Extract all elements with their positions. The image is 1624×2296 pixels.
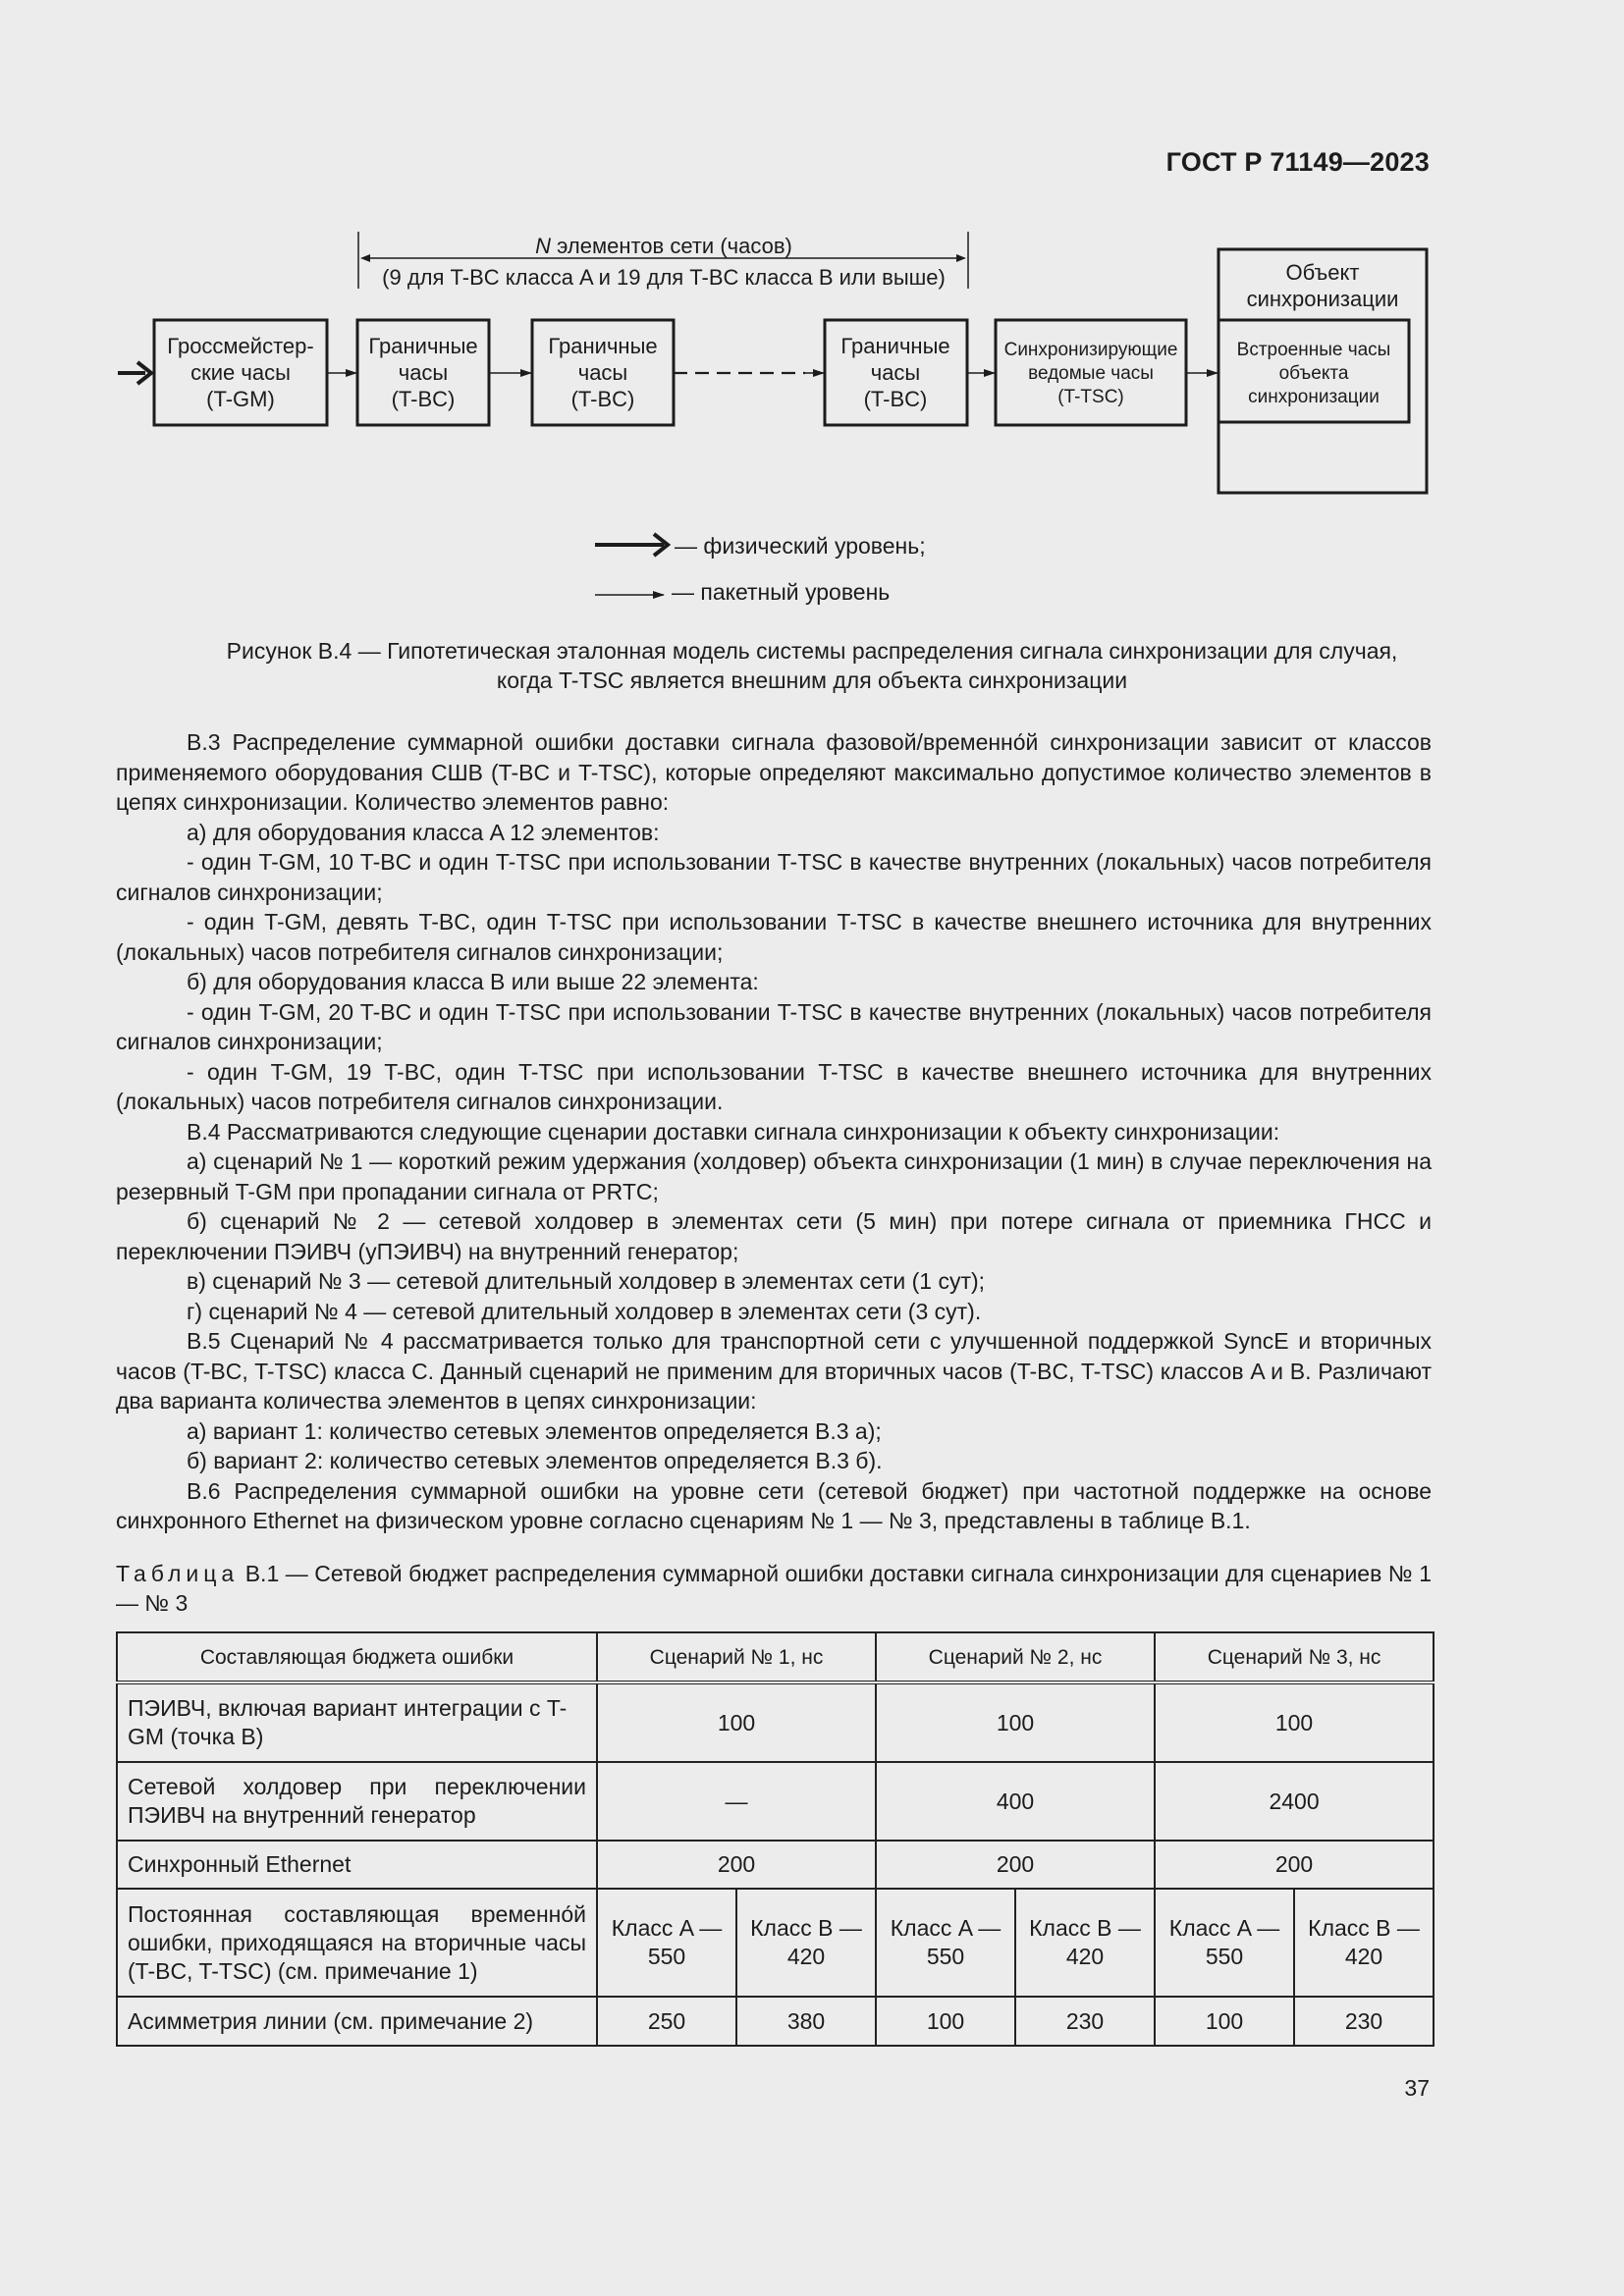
tgm-line-3: (T-GM) [206,387,275,411]
scenario-3: в) сценарий № 3 — сетевой длительный холдовер в элементах сети (1 сут); [187,1268,986,1294]
document-header: ГОСТ Р 71149—2023 [1165,147,1430,177]
embedded-line-2: объекта [1278,363,1349,384]
cell-s2-class-a: 100 [876,1997,1015,2046]
cell-s1: 100 [597,1682,876,1762]
cell-s3-class-a: Класс A — 550 [1155,1889,1294,1997]
table-row [117,1762,1434,1841]
cell-s3: 100 [1155,1682,1434,1762]
scenario-2: б) сценарий № 2 — сетевой холдовер в элементах сети (5 мин) при потере сигнала от приемника ГНСС и переключении ПЭИВЧ (уПЭИВЧ) на внутренний генератор; [116,1208,1432,1264]
cell-s2: 100 [876,1682,1155,1762]
bc2-line-2: часы [577,360,628,385]
table-caption-word: Таблица [116,1561,240,1586]
bc3-line-3: (T-BC) [863,387,928,411]
list-item-b: б) для оборудования класса B или выше 22 элемента: [187,969,759,994]
legend-physical-label: — физический уровень; [675,533,926,559]
figure-caption-line-1: Рисунок В.4 — Гипотетическая эталонная модель системы распределения сигнала синхронизации для случая, [226,638,1398,664]
cell-s3-class-b: 230 [1294,1997,1434,2046]
bc1-line-1: Граничные [368,334,478,358]
table-row [117,1682,1434,1762]
span-label-rest: элементов сети (часов) [551,234,792,258]
header-component: Составляющая бюджета ошибки [117,1632,597,1682]
paragraph-b4: В.4 Рассматриваются следующие сценарии доставки сигнала синхронизации к объекту синхронизации: [187,1118,1280,1145]
embedded-line-3: синхронизации [1248,387,1380,407]
list-subitem: - один T-GM, 19 T-BC, один T-TSC при использовании T-TSC в качестве внешнего источника для внутренних (локальных) часов потребителя сигналов синхронизации. [116,1058,1432,1114]
scenario-4: г) сценарий № 4 — сетевой длительный холдовер в элементах сети (3 сут). [187,1298,982,1324]
cell-s2: 200 [876,1841,1155,1889]
table-caption-text: В.1 — Сетевой бюджет распределения суммарной ошибки доставки сигнала синхронизации для сценариев № 1 — № 3 [116,1561,1432,1616]
sync-object-title-1: Объект [1285,260,1360,285]
row-label: Асимметрия линии (см. примечание 2) [117,1997,597,2046]
paragraph-b5: В.5 Сценарий № 4 рассматривается только для транспортной сети с улучшенной поддержкой SyncE и вторичных часов (T-BC, T-TSC) класса C. Данный сценарий не применим для вторичных часов (T-BC, T-TSC) классов A и B. Различают два варианта количества элементов в цепях синхронизации: [116,1328,1432,1414]
table-row [117,1841,1434,1889]
reference-model-diagram [0,0,1624,628]
list-item-a: а) для оборудования класса A 12 элементов: [187,819,660,845]
cell-s2-class-b: Класс B — 420 [1015,1889,1155,1997]
cell-s1: 200 [597,1841,876,1889]
table-caption [116,1559,1432,1618]
span-label [535,234,792,258]
table-row [117,1889,1434,1997]
paragraph-b6: В.6 Распределения суммарной ошибки на уровне сети (сетевой бюджет) при частотной поддержке на основе синхронного Ethernet на физическом уровне согласно сценариям № 1 — № 3, представлены в таблице В.1. [116,1477,1432,1533]
bc1-line-2: часы [398,360,449,385]
paragraph-b3: В.3 Распределение суммарной ошибки доставки сигнала фазовой/временно́й синхронизации зависит от классов применяемого оборудования СШВ (T-BC и T-TSC), которые определяют максимально допустимое количество элементов в цепях синхронизации. Количество элементов равно: [116,729,1432,815]
cell-s1: — [597,1762,876,1841]
bc1-line-3: (T-BC) [391,387,456,411]
cell-s3-class-a: 100 [1155,1997,1294,2046]
page-number: 37 [1404,2075,1430,2101]
sync-object-title-2: синхронизации [1246,287,1399,311]
row-label: ПЭИВЧ, включая вариант интеграции с T-GM (точка B) [117,1682,597,1762]
variant-2: б) вариант 2: количество сетевых элементов определяется В.3 б). [187,1448,883,1473]
cell-s1-class-a: 250 [597,1997,736,2046]
tgm-line-1: Гроссмейстер- [167,334,314,358]
bc3-line-2: часы [870,360,921,385]
bc3-line-1: Граничные [840,334,950,358]
figure-caption-line-2: когда T-TSC является внешним для объекта синхронизации [496,667,1128,693]
cell-s2-class-b: 230 [1015,1997,1155,2046]
header-scenario-2: Сценарий № 2, нс [876,1632,1155,1682]
bc2-line-3: (T-BC) [570,387,635,411]
cell-s3-class-b: Класс B — 420 [1294,1889,1434,1997]
cell-s1-class-b: 380 [736,1997,876,2046]
list-subitem: - один T-GM, 20 T-BC и один T-TSC при использовании T-TSC в качестве внутренних (локальных) часов потребителя сигналов синхронизации; [116,998,1432,1054]
legend-packet-label: — пакетный уровень [672,579,891,605]
row-label: Постоянная составляющая временно́й ошибки, приходящаяся на вторичные часы (T-BC, T-TSC) (см. примечание 1) [117,1889,597,1997]
row-label: Сетевой холдовер при переключении ПЭИВЧ на внутренний генератор [117,1762,597,1841]
tgm-line-2: ские часы [190,360,291,385]
error-budget-table [116,1631,1435,2047]
header-scenario-3: Сценарий № 3, нс [1155,1632,1434,1682]
span-label-n: N [535,234,552,258]
table-header-row [117,1632,1434,1682]
list-subitem: - один T-GM, девять T-BC, один T-TSC при использовании T-TSC в качестве внешнего источника для внутренних (локальных) часов потребителя сигналов синхронизации; [116,909,1432,965]
cell-s3: 200 [1155,1841,1434,1889]
scenario-1: а) сценарий № 1 — короткий режим удержания (холдовер) объекта синхронизации (1 мин) в случае переключения на резервный T-GM при пропадании сигнала от PRTC; [116,1148,1432,1204]
cell-s1-class-a: Класс A — 550 [597,1889,736,1997]
span-sublabel: (9 для T-BC класса A и 19 для T-BC класса B или выше) [382,265,946,290]
row-label: Синхронный Ethernet [117,1841,597,1889]
bc2-line-1: Граничные [548,334,658,358]
tsc-line-3: (T-TSC) [1057,387,1124,407]
tsc-line-1: Синхронизирующие [1003,340,1178,360]
cell-s1-class-b: Класс B — 420 [736,1889,876,1997]
embedded-line-1: Встроенные часы [1236,340,1391,360]
cell-s2-class-a: Класс A — 550 [876,1889,1015,1997]
tsc-line-2: ведомые часы [1028,363,1154,384]
figure-caption [116,636,1508,695]
cell-s3: 2400 [1155,1762,1434,1841]
list-subitem: - один T-GM, 10 T-BC и один T-TSC при использовании T-TSC в качестве внутренних (локальных) часов потребителя сигналов синхронизации; [116,849,1432,905]
header-scenario-1: Сценарий № 1, нс [597,1632,876,1682]
variant-1: а) вариант 1: количество сетевых элементов определяется В.3 а); [187,1417,882,1444]
body-text [116,727,1432,1536]
table-row [117,1997,1434,2046]
cell-s2: 400 [876,1762,1155,1841]
